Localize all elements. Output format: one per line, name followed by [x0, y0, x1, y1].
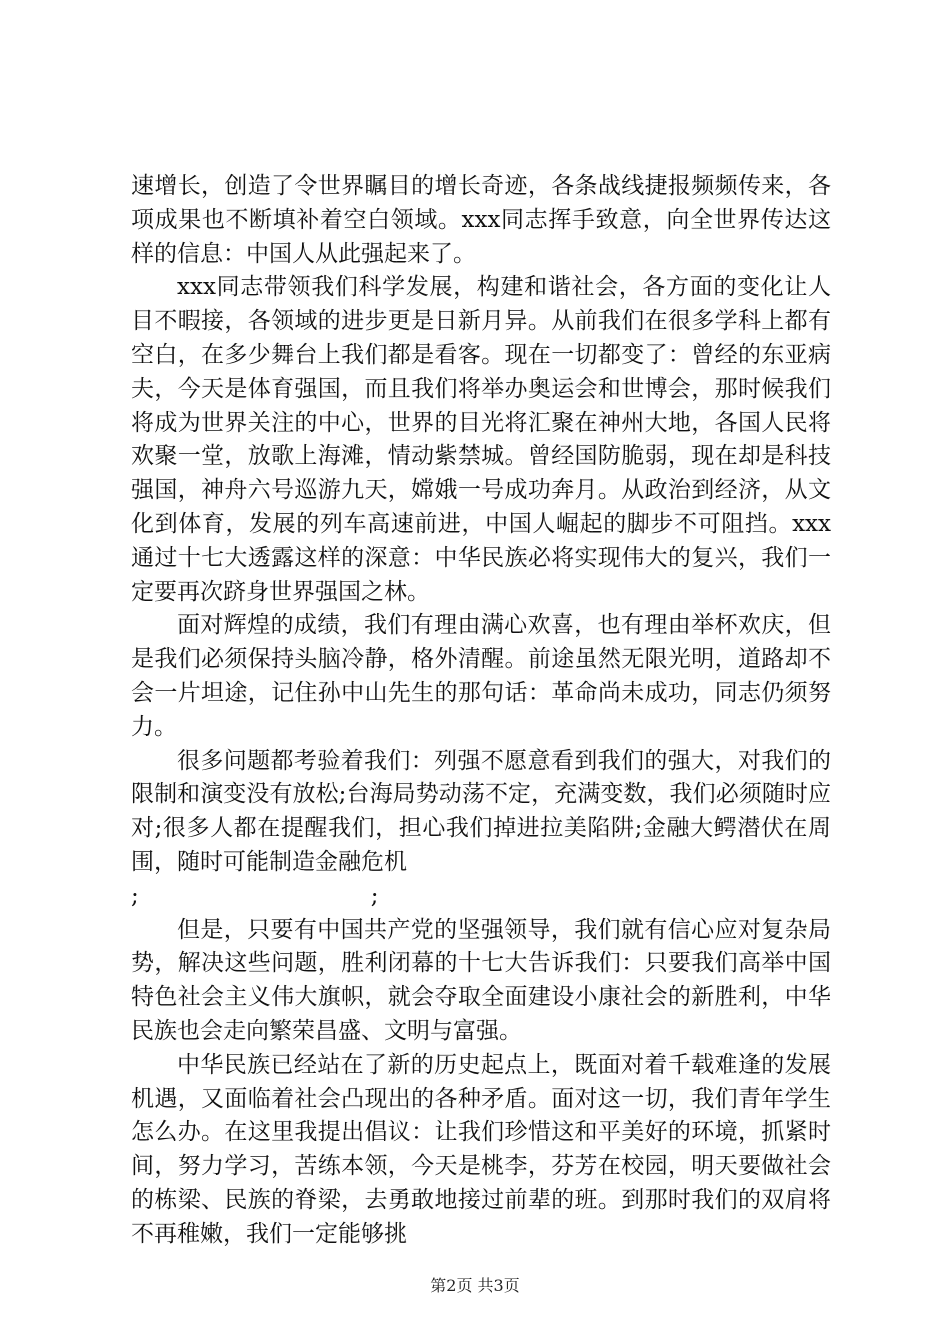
paragraph-6: 中华民族已经站在了新的历史起点上，既面对着千载难逢的发展机遇，又面临着社会凸现出的各种矛盾。面对这一切，我们青年学生怎么办。在这里我提出倡议：让我们珍惜这和平美好的环境，抓紧时间，努力学习，苦练本领，今天是桃李，芬芳在校园，明天要做社会的栋梁、民族的脊梁，去勇敢地接过前辈的班。到那时我们的双肩将不再稚嫩，我们一定能够挑 — [131, 1051, 831, 1247]
paragraph-1: 速增长，创造了令世界瞩目的增长奇迹，各条战线捷报频频传来，各项成果也不断填补着空白领域。xxx同志挥手致意，向全世界传达这样的信息：中国人从此强起来了。 — [131, 173, 831, 267]
paragraph-5: 但是，只要有中国共产党的坚强领导，我们就有信心应对复杂局势，解决这些问题，胜利闭幕的十七大告诉我们：只要我们高举中国特色社会主义伟大旗帜，就会夺取全面建设小康社会的新胜利，中华民族也会走向繁荣昌盛、文明与富强。 — [131, 916, 831, 1044]
semicolon-line — [131, 880, 831, 914]
semicolon-mark: ; — [131, 882, 139, 909]
semicolon-mark: ; — [370, 882, 379, 909]
paragraph-2: xxx同志带领我们科学发展，构建和谐社会，各方面的变化让人目不暇接，各领域的进步更是日新月异。从前我们在很多学科上都有空白，在多少舞台上我们都是看客。现在一切都变了：曾经的东亚病夫，今天是体育强国，而且我们将举办奥运会和世博会，那时候我们将成为世界关注的中心，世界的目光将汇聚在神州大地，各国人民将欢聚一堂，放歌上海滩，情动紫禁城。曾经国防脆弱，现在却是科技强国，神舟六号巡游九天，嫦娥一号成功奔月。从政治到经济，从文化到体育，发展的列车高速前进，中国人崛起的脚步不可阻挡。xxx通过十七大透露这样的深意：中华民族必将实现伟大的复兴，我们一定要再次跻身世界强国之林。 — [131, 274, 831, 605]
paragraph-4: 很多问题都考验着我们：列强不愿意看到我们的强大，对我们的限制和演变没有放松;台海局势动荡不定，充满变数，我们必须随时应对;很多人都在提醒我们，担心我们掉进拉美陷阱;金融大鳄潜伏在周围，随时可能制造金融危机 — [131, 747, 831, 875]
paragraph-3: 面对辉煌的成绩，我们有理由满心欢喜，也有理由举杯欢庆，但是我们必须保持头脑冷静，格外清醒。前途虽然无限光明，道路却不会一片坦途，记住孙中山先生的那句话：革命尚未成功，同志仍须努力。 — [131, 612, 831, 740]
page-number-footer: 第2页 共3页 — [430, 1276, 520, 1295]
document-body — [131, 170, 831, 1252]
